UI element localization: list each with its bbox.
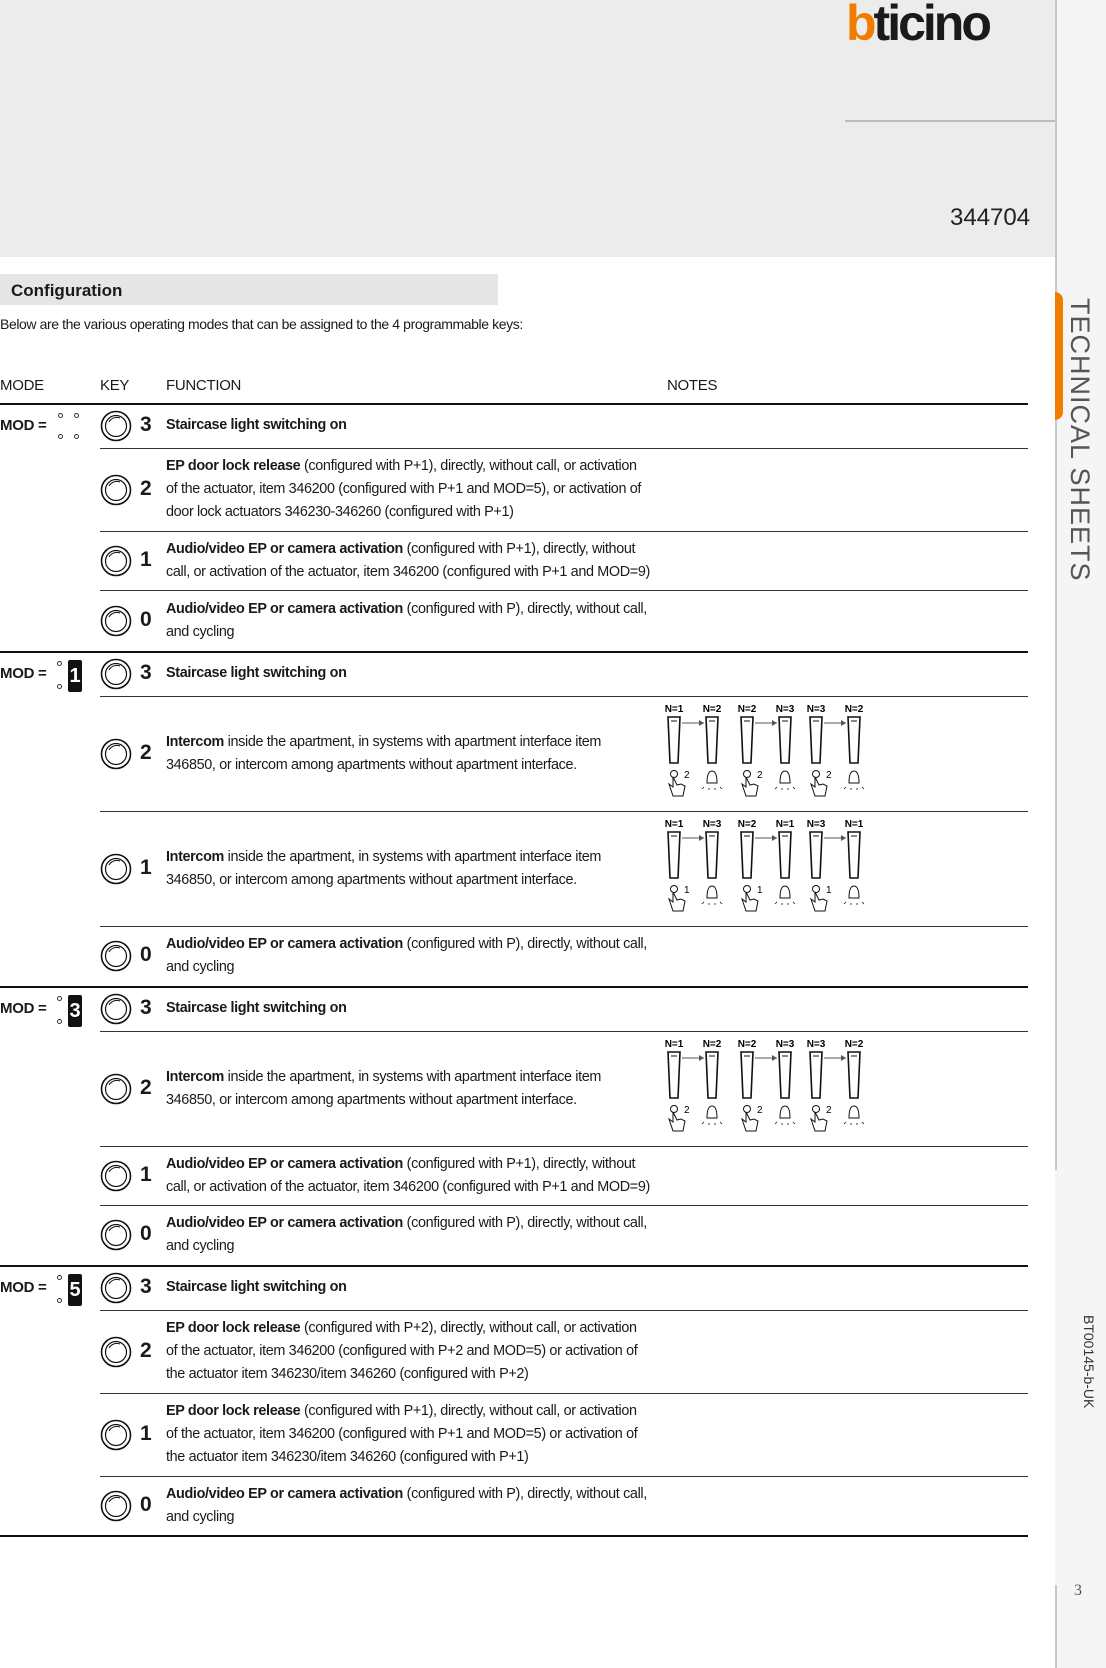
key-button-icon (100, 545, 132, 577)
key-number: 3 (140, 412, 152, 436)
key-button-icon (100, 474, 132, 506)
column-header-function: FUNCTION (166, 377, 242, 394)
svg-text:N=2: N=2 (844, 1039, 864, 1050)
function-text (166, 933, 650, 979)
key-number: 3 (140, 1274, 152, 1298)
svg-text:N=2: N=2 (737, 819, 757, 830)
function-title: Intercom (166, 1068, 224, 1085)
function-title: Audio/video EP or camera activation (166, 1486, 404, 1502)
sidebar-title: TECHNICAL SHEETS (1065, 298, 1095, 582)
row-divider (100, 811, 1028, 812)
svg-text:N=2: N=2 (737, 1039, 757, 1050)
mod-dot-icon (58, 413, 63, 418)
function-description: inside the apartment, in systems with apartment interface item 346850, or intercom among apartments without apartment interface. (166, 733, 602, 773)
mod-dot-icon (57, 1019, 62, 1024)
svg-text:2: 2 (826, 770, 832, 781)
function-text (166, 414, 650, 437)
brand-logo (846, 0, 989, 51)
section-intro: Below are the various operating modes that can be assigned to the 4 programmable keys: (0, 316, 523, 332)
function-description: (configured with P+1), directly, without call, or activation of the actuator, item 346200 (configured with P+1 and MOD=5) or activation of the actuator item 346230/item 346260 (configured with P+1) (166, 1403, 638, 1465)
function-description: (configured with P), directly, without call, and cycling (166, 1486, 647, 1525)
mod-dot-icon (57, 1298, 62, 1303)
svg-text:N=3: N=3 (775, 1039, 795, 1050)
orange-tab (1055, 292, 1063, 420)
intercom-diagram (660, 701, 880, 801)
svg-text:N=2: N=2 (737, 704, 757, 715)
sidebar-doc-ref: BT00145-b-UK (1081, 1315, 1097, 1409)
key-button-icon (100, 993, 132, 1025)
function-text (166, 1483, 650, 1529)
key-number: 2 (140, 1075, 152, 1099)
function-text (166, 1317, 650, 1386)
key-number: 1 (140, 1421, 152, 1445)
svg-text:N=1: N=1 (664, 1039, 684, 1050)
mod-dot-icon (57, 661, 62, 666)
row-divider (100, 1205, 1028, 1206)
key-button-icon (100, 605, 132, 637)
svg-text:N=3: N=3 (775, 704, 795, 715)
function-title: EP door lock release (166, 1403, 301, 1419)
function-title: EP door lock release (166, 458, 301, 474)
function-description: (configured with P+1), directly, without call, or activation of the actuator, item 346200 (configured with P+1 and MOD=5), or activation of door lock actuators 346230-346260 (configured with P+1) (166, 458, 642, 520)
function-description: (configured with P), directly, without call, and cycling (166, 936, 647, 975)
key-button-icon (100, 1073, 132, 1105)
key-number: 2 (140, 476, 152, 500)
row-divider (100, 1031, 1028, 1032)
section-title: Configuration (11, 281, 123, 300)
function-text (166, 1066, 650, 1112)
row-divider (100, 696, 1028, 697)
key-number: 1 (140, 855, 152, 879)
key-number: 2 (140, 1338, 152, 1362)
mod-value-badge: 1 (68, 660, 82, 692)
row-divider (100, 1393, 1028, 1394)
row-divider (100, 926, 1028, 927)
mod-value-badge: 5 (68, 1274, 82, 1306)
row-divider (100, 448, 1028, 449)
row-divider (100, 590, 1028, 591)
key-button-icon (100, 1272, 132, 1304)
page-number: 3 (1074, 1582, 1082, 1599)
svg-text:2: 2 (826, 1105, 832, 1116)
key-number: 0 (140, 1493, 152, 1516)
mod-value-badge: 3 (68, 995, 82, 1027)
function-title: Audio/video EP or camera activation (166, 600, 404, 617)
logo-rest: ticino (873, 0, 989, 51)
function-title: Audio/video EP or camera activation (166, 936, 404, 952)
svg-text:2: 2 (684, 1105, 690, 1116)
group-divider (0, 1535, 1028, 1537)
svg-text:N=3: N=3 (702, 819, 722, 830)
key-button-icon (100, 1490, 132, 1522)
row-divider (100, 1146, 1028, 1147)
mod-dot-icon (57, 996, 62, 1001)
header-rule (845, 120, 1055, 122)
function-description: (configured with P+2), directly, without call, or activation of the actuator, item 346200 (configured with P+2 and MOD=5) or activation of the actuator item 346230/item 346260 (configured with P+2) (166, 1320, 638, 1382)
key-number: 0 (140, 1222, 152, 1245)
svg-text:N=1: N=1 (664, 819, 684, 830)
svg-text:1: 1 (826, 885, 832, 896)
svg-text:2: 2 (684, 770, 690, 781)
svg-text:N=1: N=1 (844, 819, 864, 830)
key-button-icon (100, 1336, 132, 1368)
svg-text:2: 2 (757, 770, 763, 781)
document-code: 344704 (950, 204, 1031, 231)
svg-text:1: 1 (757, 885, 763, 896)
key-number: 0 (140, 607, 152, 631)
svg-text:N=1: N=1 (775, 819, 795, 830)
function-text (166, 997, 650, 1020)
function-title: Audio/video EP or camera activation (166, 1215, 404, 1231)
function-text (166, 538, 650, 584)
svg-text:N=2: N=2 (844, 704, 864, 715)
mod-dot-icon (74, 413, 79, 418)
function-text (166, 662, 650, 685)
side-strip (1055, 0, 1106, 1668)
mod-label: MOD = (0, 417, 47, 434)
svg-text:1: 1 (684, 885, 690, 896)
function-text (166, 455, 650, 524)
key-number: 1 (140, 547, 152, 571)
key-button-icon (100, 1219, 132, 1251)
column-header-notes: NOTES (667, 377, 718, 394)
function-title: Staircase light switching on (166, 1000, 347, 1016)
function-title: Audio/video EP or camera activation (166, 1155, 404, 1172)
function-text (166, 1400, 650, 1469)
function-text (166, 598, 650, 644)
function-description: (configured with P+1), directly, without call, or activation of the actuator, item 346200 (configured with P+1 and MOD=9) (166, 540, 650, 580)
column-header-key: KEY (100, 377, 130, 394)
function-title: EP door lock release (166, 1320, 301, 1336)
svg-text:N=3: N=3 (806, 1039, 826, 1050)
function-text (166, 846, 650, 892)
function-title: Staircase light switching on (166, 417, 347, 433)
svg-text:N=2: N=2 (702, 1039, 722, 1050)
row-divider (100, 1476, 1028, 1477)
svg-text:N=3: N=3 (806, 704, 826, 715)
svg-text:N=1: N=1 (664, 704, 684, 715)
function-description: (configured with P), directly, without call, and cycling (166, 600, 647, 640)
group-divider (0, 1265, 1028, 1267)
row-divider (100, 1310, 1028, 1311)
group-divider (0, 986, 1028, 988)
function-description: (configured with P), directly, without call, and cycling (166, 1215, 647, 1254)
mod-label: MOD = (0, 665, 47, 682)
mod-dot-icon (74, 434, 79, 439)
function-title: Audio/video EP or camera activation (166, 540, 404, 557)
key-button-icon (100, 1160, 132, 1192)
function-text (166, 1276, 650, 1299)
key-button-icon (100, 853, 132, 885)
column-header-mode: MODE (0, 377, 44, 394)
key-number: 3 (140, 995, 152, 1019)
function-title: Staircase light switching on (166, 1279, 347, 1295)
key-number: 2 (140, 740, 152, 764)
side-line-bottom (1055, 1585, 1057, 1668)
key-number: 1 (140, 1162, 152, 1186)
intercom-diagram (660, 1036, 880, 1136)
key-button-icon (100, 658, 132, 690)
mod-dot-icon (57, 684, 62, 689)
intercom-diagram (660, 816, 880, 916)
side-line (1055, 0, 1057, 1170)
key-button-icon (100, 410, 132, 442)
key-button-icon (100, 1419, 132, 1451)
mod-label: MOD = (0, 1000, 47, 1017)
mod-dot-icon (57, 1275, 62, 1280)
key-number: 0 (140, 943, 152, 966)
logo-initial: b (846, 0, 874, 51)
function-text (166, 1212, 650, 1258)
group-divider (0, 403, 1028, 405)
group-divider (0, 651, 1028, 653)
function-title: Intercom (166, 733, 224, 750)
function-description: inside the apartment, in systems with apartment interface item 346850, or intercom among apartments without apartment interface. (166, 848, 602, 888)
svg-text:N=3: N=3 (806, 819, 826, 830)
svg-text:2: 2 (757, 1105, 763, 1116)
function-title: Staircase light switching on (166, 665, 347, 681)
function-text (166, 731, 650, 777)
key-number: 3 (140, 660, 152, 684)
function-description: (configured with P+1), directly, without call, or activation of the actuator, item 346200 (configured with P+1 and MOD=9) (166, 1155, 650, 1195)
svg-text:N=2: N=2 (702, 704, 722, 715)
mod-dot-icon (58, 434, 63, 439)
key-button-icon (100, 738, 132, 770)
key-button-icon (100, 940, 132, 972)
function-description: inside the apartment, in systems with apartment interface item 346850, or intercom among apartments without apartment interface. (166, 1068, 602, 1108)
function-text (166, 1153, 650, 1199)
function-title: Intercom (166, 848, 224, 865)
row-divider (100, 531, 1028, 532)
mod-label: MOD = (0, 1279, 47, 1296)
